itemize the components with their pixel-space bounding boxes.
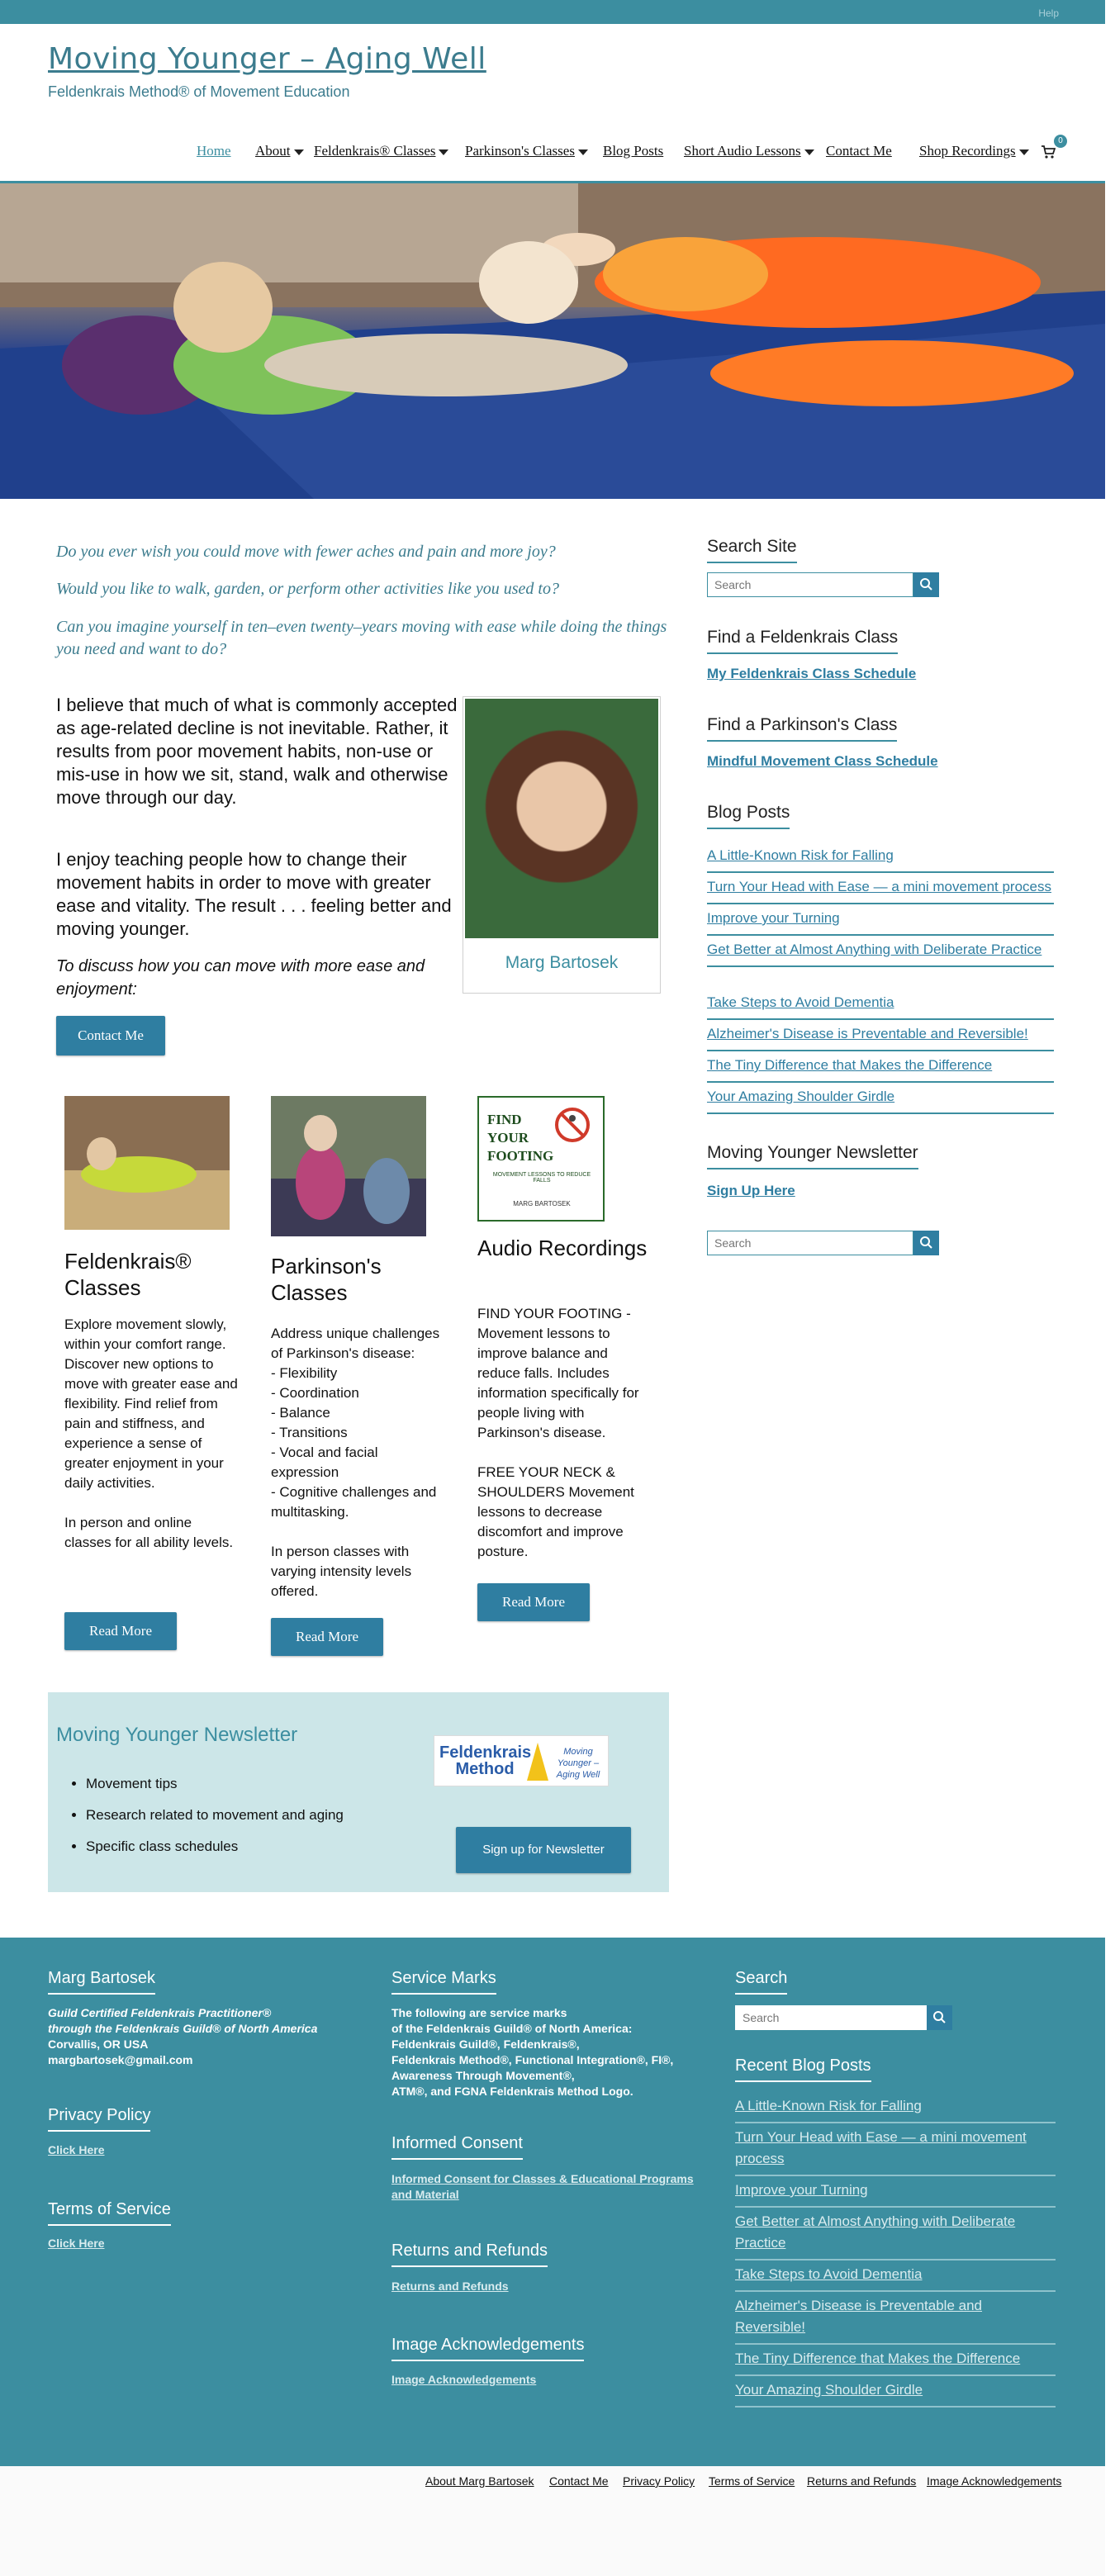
search-input[interactable] [735,2005,927,2030]
nav-home[interactable]: Home [197,143,231,159]
returns-title: Returns and Refunds [391,2242,548,2267]
search-input[interactable] [707,572,913,597]
intro-paragraph-2: I enjoy teaching people how to change their movement habits in order to move with greater ease and vitality. The result . . . feeling better and moving younger. [56,849,452,939]
main-nav [0,143,1105,168]
newsletter-list [86,1768,344,1862]
recent-posts-title: Recent Blog Posts [735,2057,871,2082]
card-parkinsons [271,1096,453,1649]
informed-consent-title: Informed Consent [391,2134,523,2160]
blog-post-link[interactable]: Take Steps to Avoid Dementia [707,992,1054,1020]
hero-image [0,183,1105,499]
bottom-link-about[interactable]: About Marg Bartosek [425,2474,534,2488]
bottom-link-contact[interactable]: Contact Me [549,2474,609,2488]
sidebar-search-2 [707,1231,939,1255]
find-feldenkrais-title: Find a Feldenkrais Class [707,628,898,654]
recent-post-link[interactable]: Turn Your Head with Ease — a mini movement process [735,2127,1056,2176]
footer-certification: Guild Certified Feldenkrais Practitioner® through the Feldenkrais Guild® of North America [48,2006,318,2035]
privacy-title: Privacy Policy [48,2106,150,2132]
search-button[interactable] [927,2005,952,2030]
logo-right-text: Moving Younger – Aging Well [556,1747,600,1780]
bottom-bar [0,2466,1105,2576]
feldenkrais-logo [434,1735,609,1786]
find-your-footing-cover[interactable] [477,1096,605,1222]
cover-author: MARG BARTOSEK [513,1200,571,1207]
nav-feldenkrais[interactable] [314,143,448,159]
blog-post-link[interactable]: The Tiny Difference that Makes the Difference [707,1055,1054,1083]
search-input[interactable] [707,1231,913,1255]
image-ack-title: Image Acknowledgements [391,2336,584,2361]
service-marks-title: Service Marks [391,1969,496,1995]
site-header [0,24,1105,183]
nav-parkinsons[interactable] [465,143,588,159]
recent-post-link[interactable]: The Tiny Difference that Makes the Difference [735,2348,1056,2376]
nav-audio[interactable] [684,143,814,159]
blog-post-link[interactable]: Improve your Turning [707,908,1054,936]
search-button[interactable] [913,1231,939,1255]
nav-contact[interactable]: Contact Me [826,143,892,159]
search-icon [913,1231,939,1255]
list-item: • Research related to movement and aging [86,1800,344,1831]
privacy-link[interactable]: Click Here [48,2143,105,2156]
footer-search-title: Search [735,1969,787,1995]
nav-shop[interactable] [919,143,1029,159]
blog-posts-title: Blog Posts [707,803,790,829]
contact-me-button[interactable]: Contact Me [56,1016,165,1056]
blog-post-link[interactable]: Alzheimer's Disease is Preventable and Reversible! [707,1023,1054,1051]
informed-consent-link[interactable]: Informed Consent for Classes & Educational Programs and Material [391,2172,694,2201]
intro-question-1: Do you ever wish you could move with fewer aches and pain and more joy? [56,543,556,561]
recent-post-link[interactable]: Improve your Turning [735,2180,1056,2208]
nav-audio-label: Short Audio Lessons [684,143,801,159]
chevron-down-icon [439,149,448,155]
site-footer [0,1938,1105,2466]
image-ack-link[interactable]: Image Acknowledgements [391,2373,537,2386]
nav-about-label: About [255,143,291,159]
card-body: Address unique challenges of Parkinson's disease: - Flexibility - Coordination - Balance - Transitions - Vocal and facial expression - Cognitive challenges and multitasking. In person classes with varying intensity levels offered. [271,1326,440,1599]
recent-post-link[interactable]: A Little-Known Risk for Falling [735,2095,1056,2123]
no-falling-icon [553,1106,591,1144]
newsletter-box [48,1692,669,1892]
card-title: Parkinson's Classes [271,1254,382,1305]
blog-post-link[interactable]: A Little-Known Risk for Falling [707,845,1054,873]
read-more-button[interactable]: Read More [271,1618,383,1656]
search-site-title: Search Site [707,537,797,563]
site-tagline: Feldenkrais Method® of Movement Education [48,83,350,100]
search-icon [913,572,939,597]
recent-post-link[interactable]: Your Amazing Shoulder Girdle [735,2379,1056,2408]
search-icon [927,2005,952,2030]
chevron-down-icon [578,149,588,155]
bottom-link-privacy[interactable]: Privacy Policy [623,2474,695,2488]
footer-about-title: Marg Bartosek [48,1969,155,1995]
parkinsons-schedule-link[interactable]: Mindful Movement Class Schedule [707,753,938,769]
list-item: • Specific class schedules [86,1831,344,1862]
chevron-down-icon [1019,149,1029,155]
intro-question-2: Would you like to walk, garden, or perform other activities like you used to? [56,580,559,598]
terms-title: Terms of Service [48,2200,171,2226]
help-link[interactable]: Help [1038,7,1059,19]
parkinsons-class-photo[interactable] [271,1096,426,1236]
top-bar [0,0,1105,24]
chevron-down-icon [294,149,304,155]
cart-count-badge: 0 [1054,135,1067,148]
logo-left-text: Feldenkrais Method [439,1743,532,1778]
bottom-link-images[interactable]: Image Acknowledgements [927,2474,1062,2488]
nav-blog[interactable]: Blog Posts [603,143,664,159]
intro-paragraph-1: I believe that much of what is commonly accepted as age-related decline is not inevitable. Rather, it results from poor movement habits, non-use or mis-use in how we sit, stand, walk and otherwise move through our day. [56,695,458,808]
footer-address: Corvallis, OR USA margbartosek@gmail.com [48,2038,193,2066]
cover-line: FOOTING [487,1148,554,1164]
newsletter-signup-button[interactable]: Sign up for Newsletter [456,1827,631,1873]
card-title: Audio Recordings [477,1236,648,1260]
terms-link[interactable]: Click Here [48,2237,105,2250]
profile-photo [465,699,658,938]
cover-line: FIND [487,1112,522,1127]
nav-feldenkrais-label: Feldenkrais® Classes [314,143,436,159]
recent-post-link[interactable]: Get Better at Almost Anything with Deliberate Practice [735,2211,1056,2261]
recent-post-link[interactable]: Alzheimer's Disease is Preventable and Reversible! [735,2295,1056,2345]
sidebar-newsletter-title: Moving Younger Newsletter [707,1143,918,1169]
card-body: Explore movement slowly, within your comfort range. Discover new options to move with greater ease and flexibility. Find relief from pain and stiffness, and experience a sense of greater enjoyment in your daily activities. In person and online classes for all ability levels. [64,1316,238,1550]
profile-card [463,696,661,994]
blog-post-link[interactable]: Your Amazing Shoulder Girdle [707,1086,1054,1114]
read-more-button[interactable]: Read More [64,1612,177,1650]
cart-icon[interactable] [1041,145,1056,159]
service-marks-text: The following are service marks of the Feldenkrais Guild® of North America: Feldenkrais Guild®, Feldenkrais®, Feldenkrais Method®, Functional Integration®, FI®, Awareness Through Movement®, ATM®, and FGNA Feldenkrais Method Logo. [391,2006,674,2098]
sidebar-search [707,572,939,597]
feldenkrais-schedule-link[interactable]: My Feldenkrais Class Schedule [707,666,917,681]
recent-post-link[interactable]: Take Steps to Avoid Dementia [735,2264,1056,2292]
intro-question-3: Can you imagine yourself in ten–even twenty–years moving with ease while doing the things you need and want to do? [56,618,667,658]
feldenkrais-class-photo[interactable] [64,1096,230,1230]
list-item: • Movement tips [86,1768,344,1800]
card-title: Feldenkrais® Classes [64,1249,192,1300]
nav-parkinsons-label: Parkinson's Classes [465,143,575,159]
returns-link[interactable]: Returns and Refunds [391,2279,509,2293]
read-more-button[interactable]: Read More [477,1583,590,1621]
blog-post-link[interactable]: Turn Your Head with Ease — a mini movement process [707,876,1054,904]
blog-post-link[interactable]: Get Better at Almost Anything with Deliberate Practice [707,939,1054,967]
card-feldenkrais [64,1096,246,1641]
bottom-link-refunds[interactable]: Returns and Refunds [807,2474,917,2488]
search-button[interactable] [913,572,939,597]
intro-paragraph-3: To discuss how you can move with more ease and enjoyment: [56,957,425,999]
card-body: FIND YOUR FOOTING - Movement lessons to improve balance and reduce falls. Includes information specifically for people living with Parkinson's disease. FREE YOUR NECK & SHOULDERS Movement lessons to decrease discomfort and improve posture. [477,1306,639,1559]
bottom-link-terms[interactable]: Terms of Service [709,2474,795,2488]
hero-illustration [0,183,1105,499]
cover-subtitle: MOVEMENT LESSONS TO REDUCE FALLS [492,1172,591,1184]
find-parkinsons-title: Find a Parkinson's Class [707,715,897,742]
site-title[interactable]: Moving Younger – Aging Well [48,42,486,76]
nav-shop-label: Shop Recordings [919,143,1016,159]
newsletter-title: Moving Younger Newsletter [56,1724,298,1746]
figure-icon [525,1741,550,1782]
nav-about[interactable] [255,143,304,159]
newsletter-signup-link[interactable]: Sign Up Here [707,1183,795,1198]
card-audio [477,1096,659,1625]
profile-name: Marg Bartosek [505,953,619,972]
chevron-down-icon [804,149,814,155]
cover-line: YOUR [487,1130,529,1146]
footer-search [735,2005,952,2030]
